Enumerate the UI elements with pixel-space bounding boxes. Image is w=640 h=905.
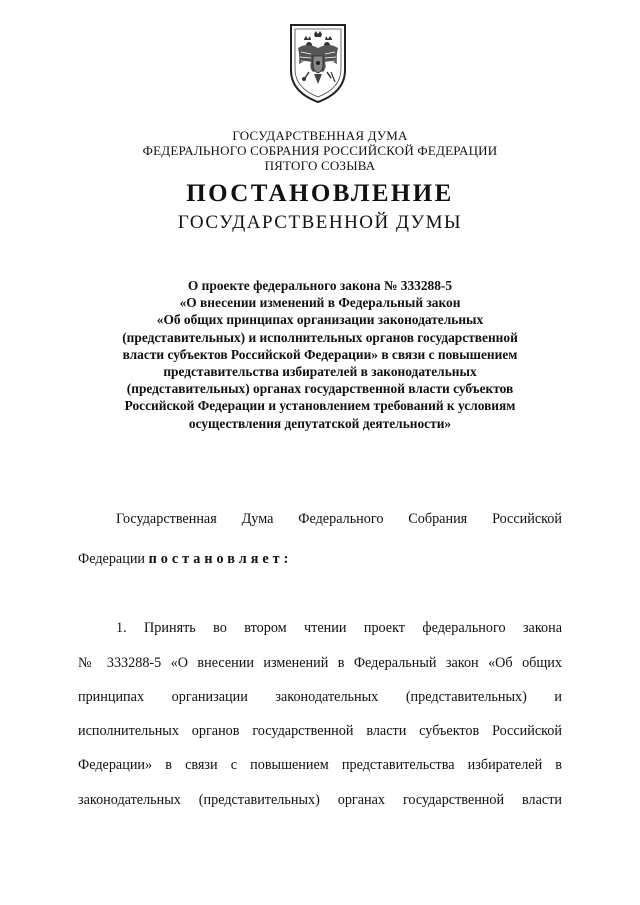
- issuer-header: [0, 128, 640, 173]
- issuer-line-duma: ГОСУДАРСТВЕННАЯ ДУМА: [232, 128, 408, 143]
- preamble-line: Государственная Дума Федерального Собрания Российской: [116, 511, 562, 527]
- paragraph-line: 1. Принять во втором чтении проект федерального закона: [116, 620, 562, 636]
- paragraph-line: принципах организации законодательных (представительных) и: [78, 689, 562, 705]
- subject-line: Российской Федерации и установлением требований к условиям: [124, 398, 516, 414]
- subject-line: «О внесении изменений в Федеральный закон: [179, 295, 461, 311]
- subject-line: представительства избирателей в законодательных: [163, 364, 477, 380]
- paragraph-line: законодательных (представительных) органах государственной власти: [78, 792, 562, 808]
- document-subtitle: ГОСУДАРСТВЕННОЙ ДУМЫ: [177, 212, 463, 233]
- preamble-line: [78, 551, 292, 568]
- issuer-line-convocation: ПЯТОГО СОЗЫВА: [264, 158, 376, 173]
- coat-of-arms-emblem: [287, 22, 349, 104]
- subject-line: О проекте федерального закона № 333288-5: [187, 278, 453, 293]
- subject-line: (представительных) органах государственной власти субъектов: [126, 381, 514, 397]
- subject-line: «Об общих принципах организации законодательных: [156, 312, 484, 328]
- subject-line: власти субъектов Российской Федерации» в связи с повышением: [122, 346, 518, 362]
- paragraph-line: исполнительных органов государственной власти субъектов Российской: [78, 723, 562, 739]
- resolution-subject: [0, 277, 640, 432]
- subject-line: (представительных) и исполнительных органов государственной: [122, 329, 518, 345]
- paragraph-line: № 333288-5 «О внесении изменений в Федеральный закон «Об общих: [78, 655, 562, 671]
- preamble-decree-verb: постановляет:: [148, 551, 293, 567]
- preamble-federation-word: Федерации: [78, 551, 146, 567]
- subject-line: осуществления депутатской деятельности»: [188, 415, 452, 431]
- document-title: ПОСТАНОВЛЕНИЕ: [186, 180, 454, 207]
- issuer-line-federal-assembly: ФЕДЕРАЛЬНОГО СОБРАНИЯ РОССИЙСКОЙ ФЕДЕРАЦИИ: [142, 143, 498, 158]
- paragraph-line: Федерации» в связи с повышением представительства избирателей в: [78, 757, 562, 773]
